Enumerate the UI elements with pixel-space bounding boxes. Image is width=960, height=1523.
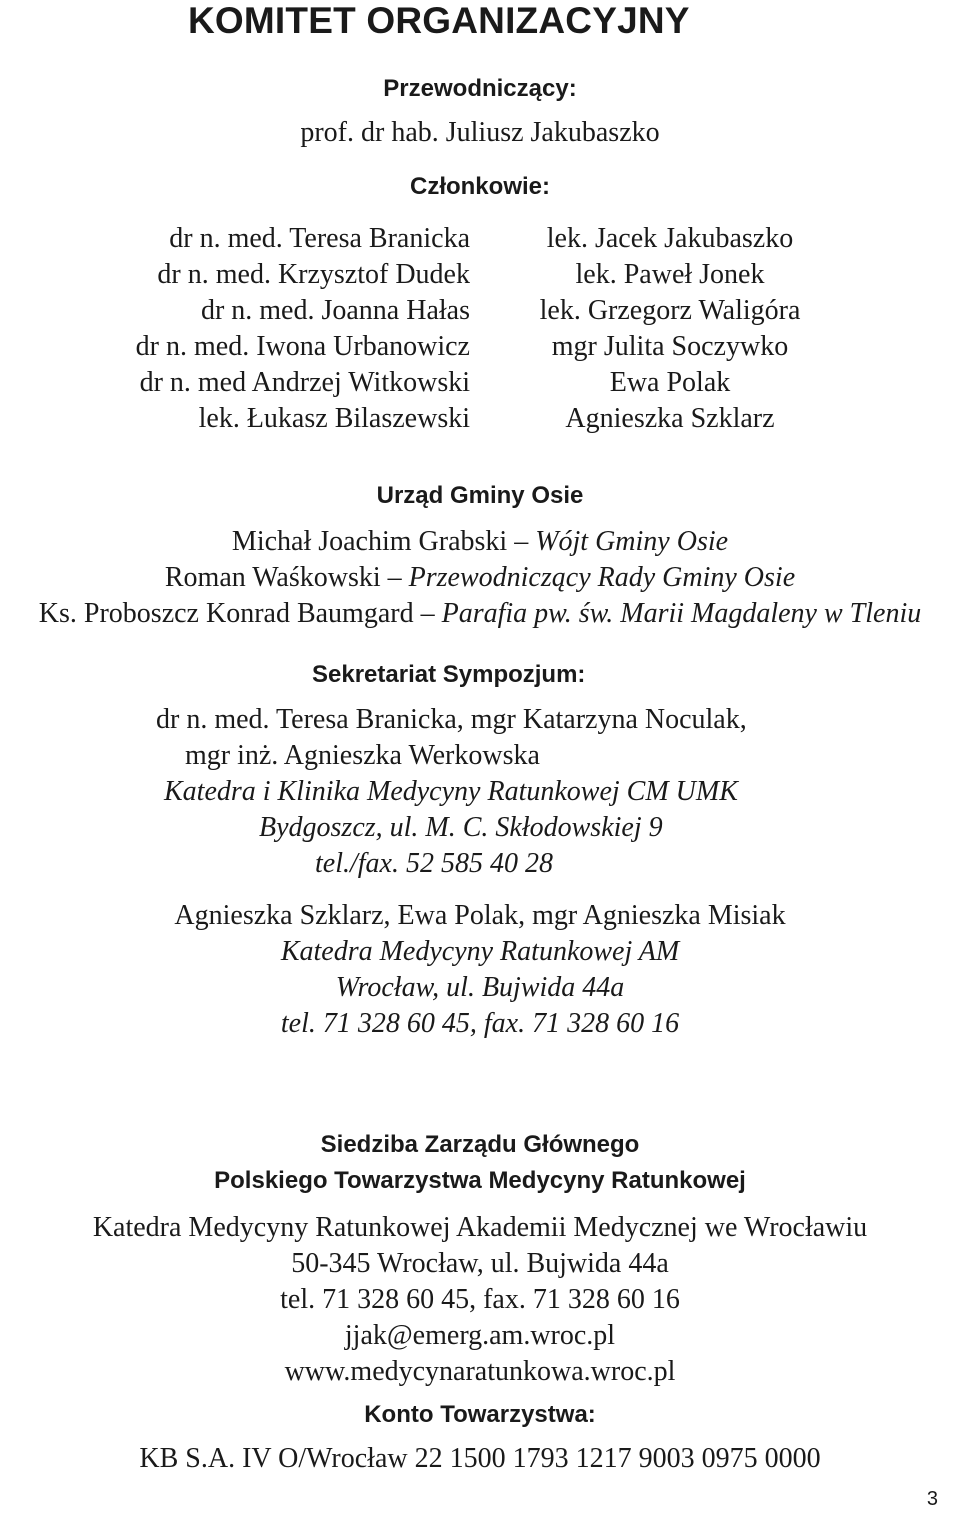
secretariat-affiliation: Katedra Medycyny Ratunkowej AM [280, 936, 680, 967]
chair-name: prof. dr hab. Juliusz Jakubaszko [300, 117, 660, 148]
member-item: lek. Paweł Jonek [575, 259, 765, 290]
office-separator: – [507, 526, 536, 557]
office-person: Michał Joachim Grabski [231, 526, 508, 557]
office-person: Ks. Proboszcz Konrad Baumgard [38, 598, 414, 629]
office-separator: – [380, 562, 409, 593]
office-role: Przewodniczący Rady Gminy Osie [408, 562, 796, 593]
member-item: dr n. med. Joanna Hałas [200, 295, 470, 326]
secretariat-address: Bydgoszcz, ul. M. C. Skłodowskiej 9 [259, 812, 663, 843]
member-item: mgr Julita Soczywko [551, 331, 789, 362]
hq-phone: tel. 71 328 60 45, fax. 71 328 60 16 [280, 1284, 680, 1315]
account-heading: Konto Towarzystwa: [364, 1401, 596, 1428]
hq-heading-society: Polskiego Towarzystwa Medycyny Ratunkowej [214, 1167, 746, 1194]
member-item: lek. Łukasz Bilaszewski [198, 403, 470, 434]
member-item: dr n. med. Krzysztof Dudek [157, 259, 470, 290]
secretariat-phone: tel./fax. 52 585 40 28 [315, 848, 553, 879]
page-number: 3 [926, 1488, 938, 1510]
office-person: Roman Waśkowski [164, 562, 381, 593]
member-item: dr n. med Andrzej Witkowski [139, 367, 470, 398]
page-title: KOMITET ORGANIZACYJNY [188, 0, 690, 41]
members-right-column [490, 221, 850, 437]
hq-email-link[interactable]: jjak@emerg.am.wroc.pl [344, 1320, 616, 1351]
office-role: Parafia pw. św. Marii Magdaleny w Tleniu [441, 598, 922, 629]
chair-heading: Przewodniczący: [383, 75, 577, 102]
secretariat-line: Agnieszka Szklarz, Ewa Polak, mgr Agnieszka Misiak [174, 900, 786, 931]
office-role: Wójt Gminy Osie [535, 526, 729, 557]
hq-address-line: 50-345 Wrocław, ul. Bujwida 44a [291, 1248, 669, 1279]
hq-heading: Siedziba Zarządu Głównego [320, 1131, 640, 1158]
member-item: dr n. med. Iwona Urbanowicz [135, 331, 470, 362]
member-item: Agnieszka Szklarz [565, 403, 775, 434]
hq-website-link[interactable]: www.medycynaratunkowa.wroc.pl [284, 1356, 676, 1387]
secretariat-phone: tel. 71 328 60 45, fax. 71 328 60 16 [280, 1008, 680, 1039]
office-row [0, 560, 960, 596]
office-separator: – [413, 598, 442, 629]
members-left-column [60, 221, 470, 437]
hq-address-line: Katedra Medycyny Ratunkowej Akademii Medycznej we Wrocławiu [92, 1212, 868, 1243]
office-heading: Urząd Gminy Osie [376, 482, 584, 509]
secretariat-line: dr n. med. Teresa Branicka, mgr Katarzyna Noculak, [156, 704, 747, 735]
members-heading: Członkowie: [409, 173, 550, 200]
office-row [0, 524, 960, 560]
secretariat-line: mgr inż. Agnieszka Werkowska [185, 740, 540, 771]
member-item: dr n. med. Teresa Branicka [169, 223, 470, 254]
secretariat-address: Wrocław, ul. Bujwida 44a [335, 972, 625, 1003]
account-number: KB S.A. IV O/Wrocław 22 1500 1793 1217 9003 0975 0000 [139, 1443, 821, 1474]
secretariat-affiliation: Katedra i Klinika Medycyny Ratunkowej CM UMK [164, 776, 738, 807]
member-item: lek. Grzegorz Waligóra [539, 295, 801, 326]
office-row [0, 596, 960, 632]
secretariat-heading: Sekretariat Sympozjum: [312, 661, 586, 688]
member-item: lek. Jacek Jakubaszko [546, 223, 794, 254]
member-item: Ewa Polak [609, 367, 731, 398]
